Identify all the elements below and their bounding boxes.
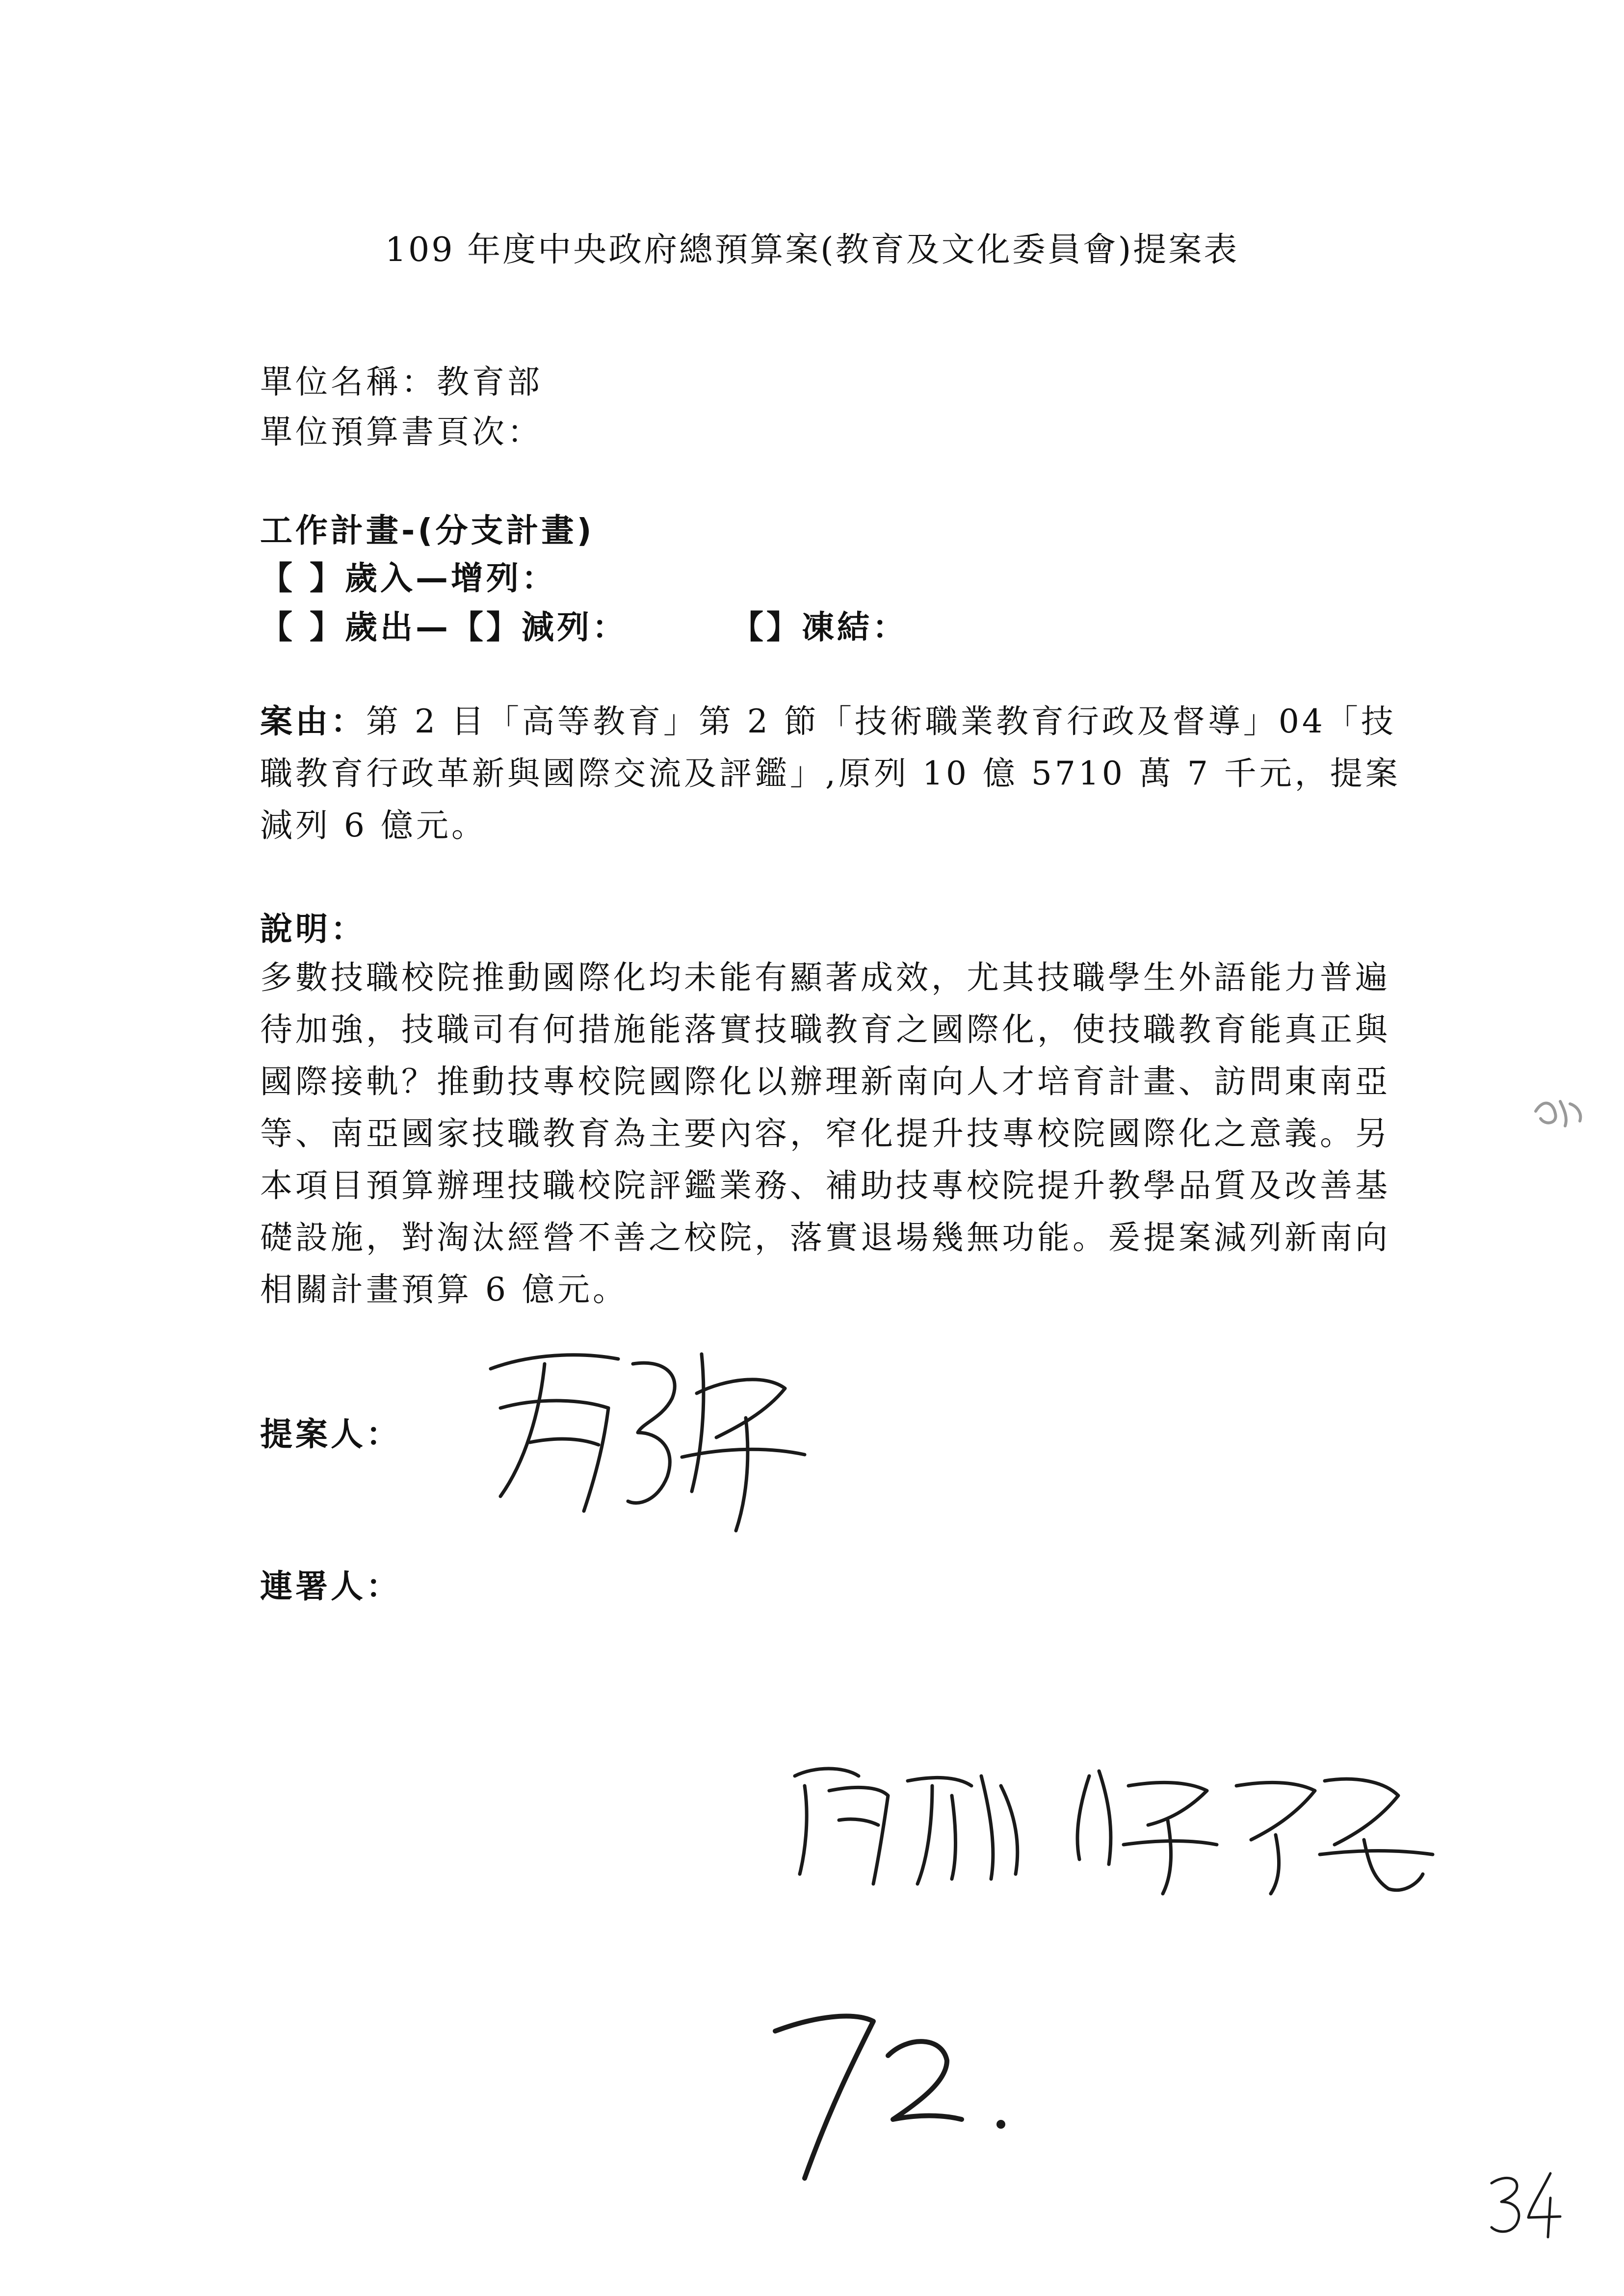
unit-name-value: 教育部 <box>437 363 543 401</box>
revenue-line: 【 】歲入—增列： <box>260 559 557 597</box>
description-text: 多數技職校院推動國際化均未能有顯著成效，尤其技職學生外語能力普遍待加強，技職司有何措施能落實技職教育之國際化，使技職教育能真正與國際接軌？推動技專校院國際化以辦理新南向人才培育計畫、訪問東南亞等、南亞國家技職教育為主要內容，窄化提升技專校院國際化之意義。另本項目預算辦理技職校院評鑑業務、補助技專校院提升教學品質及改善基礎設施，對淘汰經營不善之校院，落實退場幾無功能。爰提案減列新南向相關計畫預算 6 億元。 <box>260 959 1390 1308</box>
unit-page-label: 單位預算書頁次： <box>260 413 543 451</box>
unit-name-label: 單位名稱： <box>260 363 437 401</box>
work-plan: 工作計畫-(分支計畫) <box>260 512 595 549</box>
description-block <box>260 952 1403 1316</box>
page-number <box>1482 2164 1570 2242</box>
faint-stamp-mark <box>1531 1092 1590 1131</box>
proposer-label: 提案人： <box>260 1415 401 1453</box>
cosigner-label: 連署人： <box>260 1567 401 1605</box>
freeze-line: 【】凍結： <box>731 608 908 646</box>
reason-block <box>260 696 1403 852</box>
reason-label: 案由： <box>260 703 366 740</box>
cosigner-signature-1 <box>785 1747 1482 1904</box>
expense-line: 【 】歲出—【】減列： <box>260 608 628 646</box>
handwritten-number <box>746 1972 1021 2198</box>
proposer-signature <box>471 1334 824 1540</box>
unit-name-line <box>260 356 543 402</box>
reason-text: 第 2 目「高等教育」第 2 節「技術職業教育行政及督導」04「技職教育行政革新與國際交流及評鑑」,原列 10 億 5710 萬 7 千元，提案減列 6 億元。 <box>260 703 1401 844</box>
description-label: 說明： <box>260 910 366 948</box>
page-title: 109 年度中央政府總預算案(教育及文化委員會)提案表 <box>385 231 1239 269</box>
